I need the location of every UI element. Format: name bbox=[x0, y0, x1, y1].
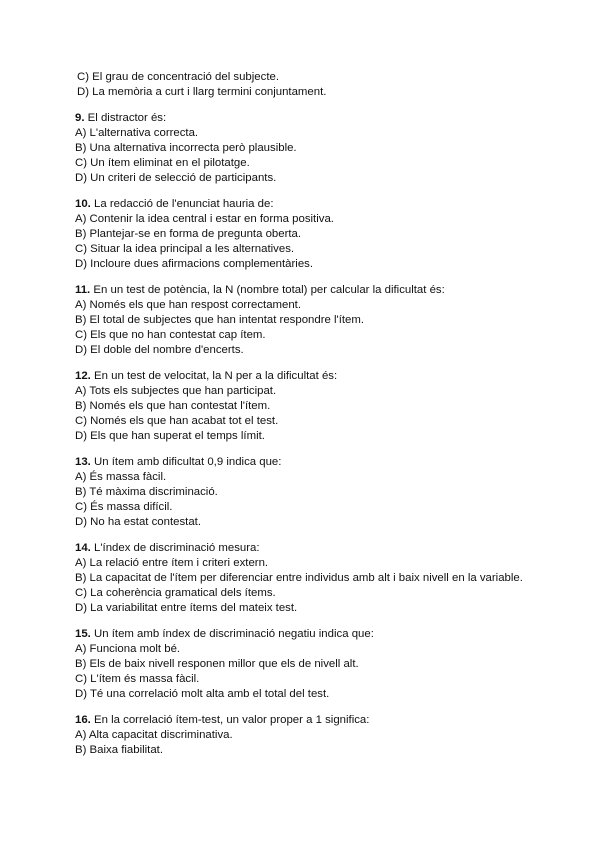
question-9 bbox=[75, 111, 545, 186]
question-text: Un ítem amb dificultat 0,9 indica que: bbox=[94, 456, 282, 468]
question-number: 15. bbox=[75, 628, 91, 640]
option-d: D) Incloure dues afirmacions complementàries. bbox=[75, 258, 314, 270]
question-stem bbox=[75, 283, 545, 298]
question-13 bbox=[75, 455, 545, 530]
question-stem bbox=[75, 369, 545, 384]
option-c: C) El grau de concentració del subjecte. bbox=[77, 71, 279, 83]
question-number: 10. bbox=[75, 198, 91, 210]
question-number: 11. bbox=[75, 284, 91, 296]
option-a: A) Tots els subjectes que han participat. bbox=[75, 385, 277, 397]
question-text: Un ítem amb índex de discriminació negatiu indica que: bbox=[94, 628, 374, 640]
question-15 bbox=[75, 627, 545, 702]
question-number: 14. bbox=[75, 542, 91, 554]
option-c: C) L'ítem és massa fàcil. bbox=[75, 673, 200, 685]
question-number: 12. bbox=[75, 370, 91, 382]
option-a: A) Funciona molt bé. bbox=[75, 643, 181, 655]
question-11 bbox=[75, 283, 545, 358]
option-d: D) Té una correlació molt alta amb el total del test. bbox=[75, 688, 330, 700]
option-b: B) El total de subjectes que han intentat respondre l'ítem. bbox=[75, 314, 365, 326]
option-d: D) Un criteri de selecció de participants. bbox=[75, 172, 277, 184]
question-stem bbox=[75, 197, 545, 212]
question-14 bbox=[75, 541, 545, 616]
question-16 bbox=[75, 713, 545, 758]
option-b: B) Baixa fiabilitat. bbox=[75, 744, 163, 756]
question-12 bbox=[75, 369, 545, 444]
option-a: A) Alta capacitat discriminativa. bbox=[75, 729, 233, 741]
question-stem bbox=[75, 455, 545, 470]
option-b: B) Els de baix nivell responen millor que els de nivell alt. bbox=[75, 658, 359, 670]
question-text: L'índex de discriminació mesura: bbox=[94, 542, 260, 554]
option-a: A) Contenir la idea central i estar en forma positiva. bbox=[75, 213, 334, 225]
option-c: C) Un ítem eliminat en el pilotatge. bbox=[75, 157, 250, 169]
question-number: 9. bbox=[75, 112, 85, 124]
option-c: C) Situar la idea principal a les alternatives. bbox=[75, 243, 295, 255]
option-c: C) Els que no han contestat cap ítem. bbox=[75, 329, 266, 341]
option-d: D) La memòria a curt i llarg termini conjuntament. bbox=[77, 86, 327, 98]
question-stem bbox=[75, 541, 545, 556]
question-10 bbox=[75, 197, 545, 272]
question-text: En la correlació ítem-test, un valor proper a 1 significa: bbox=[94, 714, 370, 726]
option-d: D) Els que han superat el temps límit. bbox=[75, 430, 265, 442]
option-a: A) És massa fàcil. bbox=[75, 471, 167, 483]
question-text: En un test de potència, la N (nombre total) per calcular la dificultat és: bbox=[93, 284, 445, 296]
question-list bbox=[75, 70, 545, 758]
option-a: A) La relació entre ítem i criteri extern. bbox=[75, 557, 269, 569]
question-text: El distractor és: bbox=[87, 112, 167, 124]
option-d: D) La variabilitat entre ítems del mateix test. bbox=[75, 602, 298, 614]
option-b: B) Només els que han contestat l'ítem. bbox=[75, 400, 271, 412]
option-b: B) Té màxima discriminació. bbox=[75, 486, 218, 498]
question-text: En un test de velocitat, la N per a la dificultat és: bbox=[94, 370, 338, 382]
option-c: C) Només els que han acabat tot el test. bbox=[75, 415, 279, 427]
option-a: A) Només els que han respost correctament. bbox=[75, 299, 302, 311]
option-b: B) Plantejar-se en forma de pregunta oberta. bbox=[75, 228, 302, 240]
option-d: D) El doble del nombre d'encerts. bbox=[75, 344, 244, 356]
option-c: C) És massa difícil. bbox=[75, 501, 173, 513]
option-b: B) Una alternativa incorrecta però plausible. bbox=[75, 142, 297, 154]
question-text: La redacció de l'enunciat hauria de: bbox=[94, 198, 274, 210]
option-d: D) No ha estat contestat. bbox=[75, 516, 201, 528]
question-number: 16. bbox=[75, 714, 91, 726]
question-stem bbox=[75, 111, 545, 126]
question-number: 13. bbox=[75, 456, 91, 468]
option-c: C) La coherència gramatical dels ítems. bbox=[75, 587, 276, 599]
question-stem bbox=[75, 713, 545, 728]
question-stem bbox=[75, 627, 545, 642]
previous-question-options bbox=[75, 70, 545, 100]
option-a: A) L'alternativa correcta. bbox=[75, 127, 199, 139]
option-b: B) La capacitat de l'ítem per diferenciar entre individus amb alt i baix nivell en la variable. bbox=[75, 572, 523, 584]
